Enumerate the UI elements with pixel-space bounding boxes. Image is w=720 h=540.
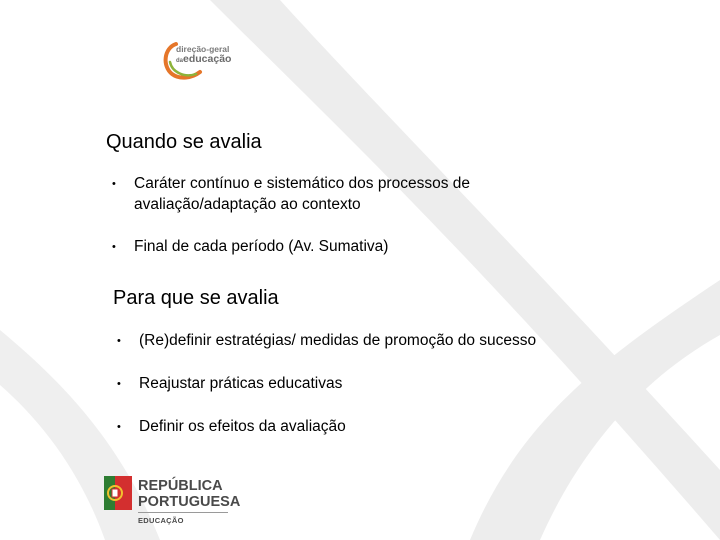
bullet: • (117, 421, 121, 433)
heading-when: Quando se avalia (106, 131, 262, 153)
republica-portuguesa-logo (104, 472, 254, 532)
portugal-flag-icon (104, 476, 132, 510)
list-item (117, 330, 536, 352)
dge-logo (162, 38, 242, 88)
item-text: Caráter contínuo e sistemático dos processos de avaliação/adaptação ao contexto (134, 175, 471, 213)
dge-prefix: da (176, 58, 184, 64)
heading-why: Para que se avalia (113, 287, 279, 309)
item-text: Definir os efeitos da avaliação (139, 418, 346, 435)
list-item (112, 173, 470, 215)
bullet: • (112, 178, 116, 190)
dge-name: educação (183, 53, 232, 65)
rp-line1: REPÚBLICA (138, 478, 223, 494)
item-text: Final de cada período (Av. Sumativa) (134, 238, 389, 255)
item-text: Reajustar práticas educativas (139, 375, 343, 392)
rp-sub: EDUCAÇÃO (138, 516, 184, 525)
list-item (117, 416, 346, 438)
list-item (117, 373, 342, 395)
bullet: • (117, 378, 121, 390)
list-item (112, 236, 388, 258)
rp-divider (138, 512, 228, 513)
dge-line1: direção-geral (176, 44, 230, 54)
item-text: (Re)definir estratégias/ medidas de promoção do sucesso (139, 332, 537, 349)
bullet: • (112, 241, 116, 253)
dge-line2 (176, 54, 231, 66)
bullet: • (117, 335, 121, 347)
rp-line2: PORTUGUESA (138, 494, 241, 510)
